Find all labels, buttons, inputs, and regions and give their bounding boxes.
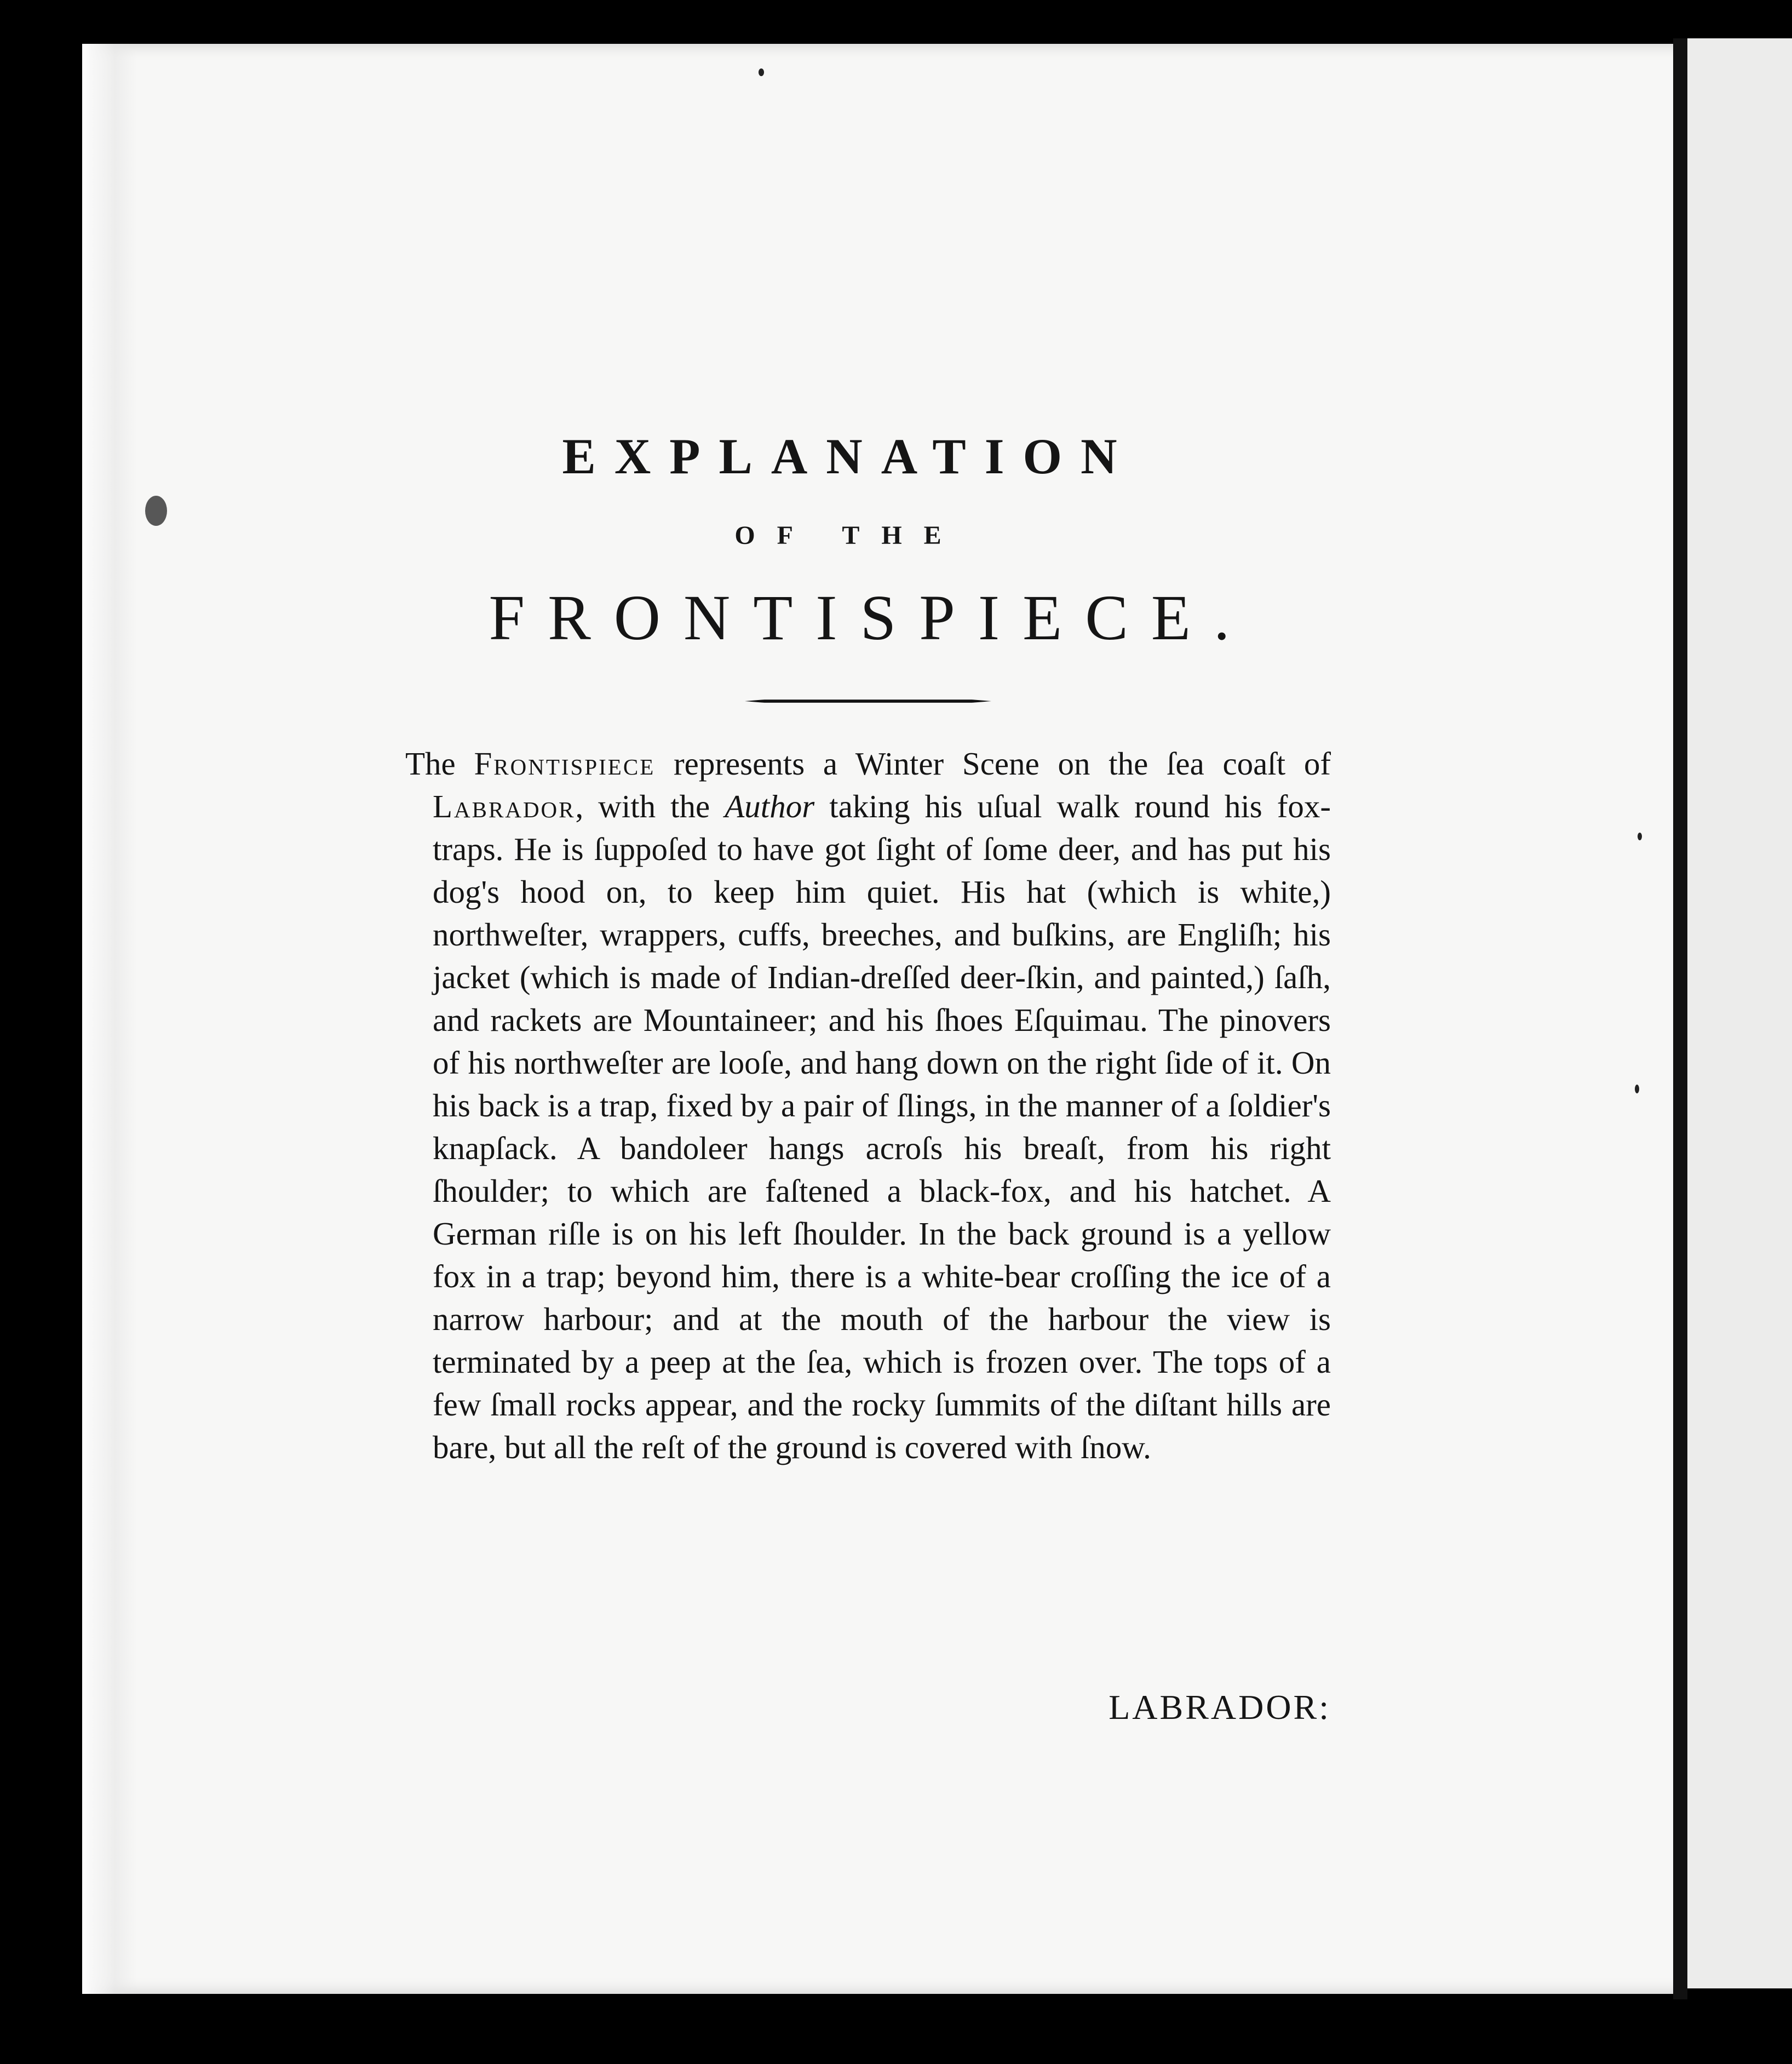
heading-of-the: OF THE (734, 521, 963, 550)
explanation-paragraph (405, 742, 1331, 1469)
text-segment-b: , with the (575, 788, 710, 824)
heading-explanation: EXPLANATION (562, 428, 1136, 484)
word-the: The (405, 746, 456, 782)
paragraph (405, 742, 1331, 1469)
text-segment-c: taking his uſual walk round his fox-traps. He is ſuppoſed to have got ſight of ſome deer, and has put his dog's hood on, to keep him quiet. His hat (which is white,) northweſter, wrappers, cuffs, breeches, and buſkins, are Engliſh; his jacket (which is made of Indian-dreſſed deer-ſkin, and painted,) ſaſh, and rackets are Mountaineer; and his ſhoes Eſquimau. The pinovers of his northweſter are looſe, and hang down on the right ſide of it. On his back is a trap, fixed by a pair of ſlings, in the manner of a ſoldier's knapſack. A bandoleer hangs acroſs his breaſt, from his right ſhoulder; to which are faſtened a black-fox, and his hatchet. A German riſle is on his left ſhoulder. In the back ground is a yellow fox in a trap; beyond him, there is a white-bear croſſing the ice of a narrow harbour; and at the mouth of the harbour the view is terminated by a peep at the ſea, which is frozen over. The tops of a few ſmall rocks appear, and the rocky ſummits of the diſtant hills are bare, but all the reſt of the ground is covered with ſnow. (433, 788, 1331, 1465)
ornamental-rule (745, 698, 991, 704)
heading-frontispiece: FRONTISPIECE. (489, 582, 1253, 653)
term-labrador: Labrador (433, 788, 576, 824)
term-frontispiece: Frontispiece (474, 746, 656, 782)
term-author: Author (725, 788, 815, 824)
catchword: LABRADOR: (1108, 1688, 1331, 1727)
text-segment-a: represents a Winter Scene on the ſea coaſt of (673, 746, 1331, 782)
